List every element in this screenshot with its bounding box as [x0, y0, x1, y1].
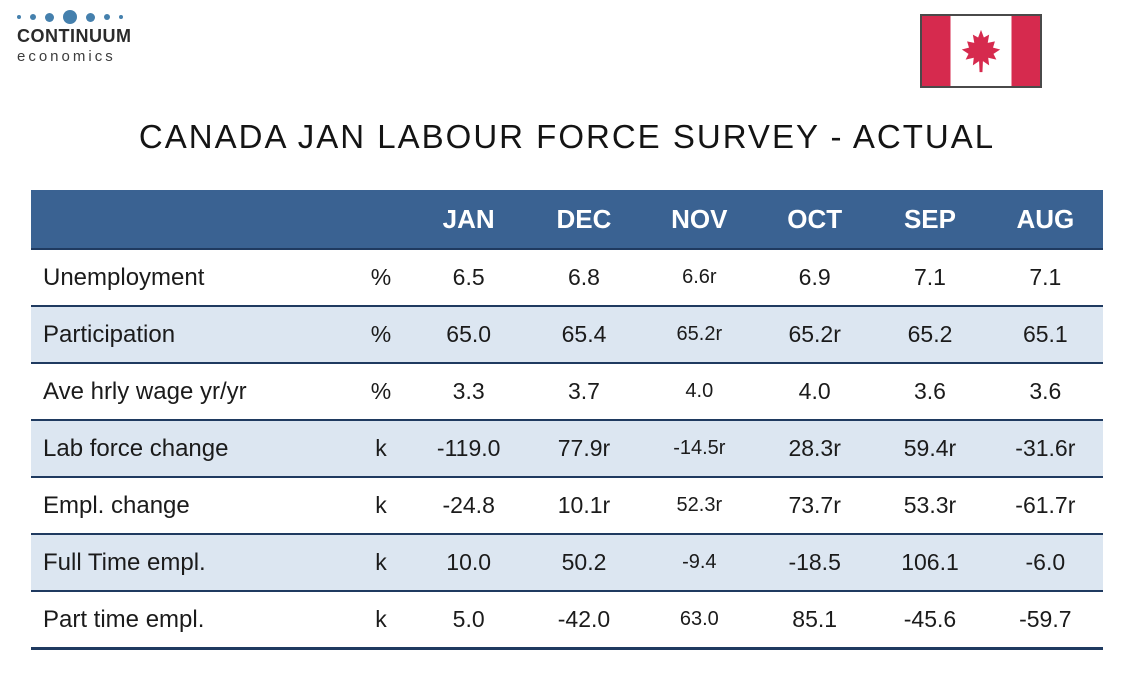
value-cell: -18.5 [788, 549, 841, 575]
table-header-row [31, 190, 1103, 248]
logo-dots-icon [17, 10, 132, 24]
table-body [31, 248, 1103, 650]
logo-dot [45, 13, 54, 22]
table-row [31, 362, 1103, 419]
logo-dot [119, 15, 123, 19]
value-cell: 3.3 [452, 378, 485, 404]
value-cell: 52.3r [676, 494, 723, 516]
value-cell: 59.4r [903, 435, 957, 461]
table-row [31, 305, 1103, 362]
page-title: CANADA JAN LABOUR FORCE SURVEY - ACTUAL [138, 118, 996, 155]
value-cell: 65.1 [1022, 321, 1068, 347]
value-cell: 65.0 [446, 321, 492, 347]
value-cell: 7.1 [1029, 264, 1062, 290]
value-cell: -42.0 [557, 606, 611, 632]
value-cell: 3.6 [914, 378, 946, 404]
logo-dot [104, 14, 110, 20]
column-header-sep: SEP [903, 203, 956, 234]
row-label: Empl. change [43, 491, 190, 519]
row-unit: k [375, 549, 387, 575]
row-label: Part time empl. [43, 605, 205, 633]
value-cell: 3.6 [1029, 378, 1062, 404]
value-cell: -119.0 [436, 435, 501, 461]
labour-force-table [31, 190, 1103, 650]
value-cell: 5.0 [452, 606, 485, 632]
value-cell: -24.8 [442, 492, 495, 518]
value-cell: 3.7 [568, 378, 600, 404]
table-row [31, 476, 1103, 533]
logo-dot [86, 13, 95, 22]
row-unit: k [375, 606, 387, 632]
value-cell: -61.7r [1015, 492, 1076, 518]
logo-dot [17, 15, 21, 19]
logo-dot [63, 10, 77, 24]
value-cell: 6.5 [452, 264, 485, 290]
value-cell: 73.7r [788, 492, 841, 518]
value-cell: -9.4 [682, 551, 717, 573]
value-cell: -45.6 [903, 606, 957, 632]
column-header-jan: JAN [442, 203, 495, 234]
canada-flag-icon [920, 14, 1042, 88]
table-row [31, 590, 1103, 647]
value-cell: 65.4 [561, 321, 607, 347]
row-label: Lab force change [43, 434, 229, 462]
column-header-oct: OCT [787, 203, 843, 234]
continuum-logo [17, 10, 132, 66]
value-cell: 6.8 [568, 264, 600, 290]
value-cell: 10.1r [557, 492, 611, 518]
column-header-dec: DEC [556, 203, 612, 234]
value-cell: 63.0 [679, 608, 719, 630]
value-cell: 53.3r [903, 492, 957, 518]
row-unit: k [375, 435, 387, 461]
value-cell: 28.3r [788, 435, 841, 461]
column-header-aug: AUG [1016, 203, 1075, 234]
value-cell: 4.0 [685, 380, 714, 402]
value-cell: 65.2r [788, 321, 841, 347]
row-unit: % [370, 264, 392, 290]
value-cell: 65.2r [676, 323, 723, 345]
value-cell: 50.2 [561, 549, 607, 575]
value-cell: 65.2 [907, 321, 953, 347]
canada-flag-svg [920, 14, 1042, 88]
value-cell: 77.9r [557, 435, 611, 461]
row-label: Participation [43, 320, 176, 348]
row-label: Unemployment [43, 263, 205, 291]
value-cell: 7.1 [914, 264, 946, 290]
row-unit: % [370, 378, 392, 404]
table-row [31, 419, 1103, 476]
value-cell: 6.6r [682, 266, 717, 288]
table-row [31, 533, 1103, 590]
brand-name: CONTINUUM [17, 26, 132, 46]
logo-dot [30, 14, 36, 20]
row-label: Full Time empl. [43, 548, 206, 576]
row-unit: k [375, 492, 387, 518]
row-label: Ave hrly wage yr/yr [43, 377, 247, 405]
column-header-nov: NOV [671, 203, 728, 234]
row-unit: % [370, 321, 392, 347]
value-cell: -31.6r [1015, 435, 1076, 461]
brand-subtitle: economics [17, 47, 116, 65]
value-cell: 6.9 [798, 264, 831, 290]
value-cell: 106.1 [901, 549, 959, 575]
value-cell: 10.0 [446, 549, 492, 575]
value-cell: -59.7 [1019, 606, 1072, 632]
value-cell: 4.0 [798, 378, 831, 404]
table-row [31, 248, 1103, 305]
value-cell: -14.5r [673, 437, 726, 459]
value-cell: -6.0 [1025, 549, 1066, 575]
value-cell: 85.1 [792, 606, 838, 632]
